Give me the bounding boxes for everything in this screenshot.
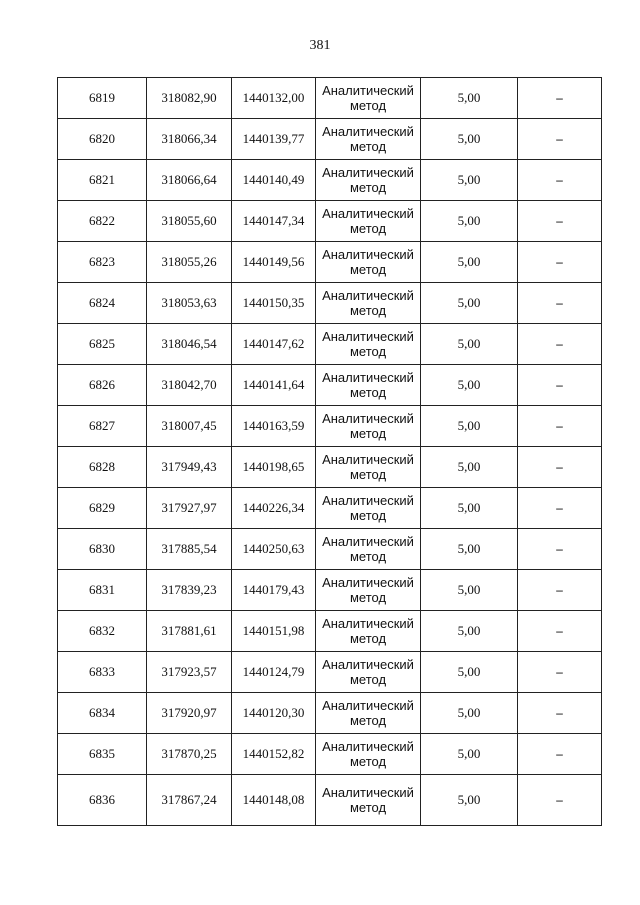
table-row (58, 570, 602, 611)
method-cell (316, 406, 421, 447)
method-text: Аналитический (322, 534, 414, 549)
method-text: метод (349, 221, 387, 236)
accuracy-cell: 5,00 (421, 734, 518, 775)
method-text: метод (349, 426, 387, 441)
note-cell: – (518, 652, 602, 693)
note-cell: – (518, 734, 602, 775)
x-coordinate-cell: 318046,54 (147, 324, 232, 365)
method-cell (316, 201, 421, 242)
note-cell: – (518, 611, 602, 652)
point-number-cell: 6827 (58, 406, 147, 447)
x-coordinate-cell: 318066,64 (147, 160, 232, 201)
table-row (58, 406, 602, 447)
x-coordinate-cell: 318066,34 (147, 119, 232, 160)
method-text: метод (349, 180, 387, 195)
note-cell: – (518, 693, 602, 734)
method-text: Аналитический (322, 698, 414, 713)
point-number-cell: 6831 (58, 570, 147, 611)
table-row (58, 652, 602, 693)
accuracy-cell: 5,00 (421, 693, 518, 734)
x-coordinate-cell: 318055,26 (147, 242, 232, 283)
method-text: метод (349, 303, 387, 318)
note-cell: – (518, 406, 602, 447)
method-cell (316, 242, 421, 283)
accuracy-cell: 5,00 (421, 488, 518, 529)
method-text: метод (349, 549, 387, 564)
method-text: Аналитический (322, 616, 414, 631)
table-row (58, 324, 602, 365)
method-cell (316, 119, 421, 160)
table-row (58, 365, 602, 406)
coordinates-table (57, 77, 602, 826)
accuracy-cell: 5,00 (421, 78, 518, 119)
y-coordinate-cell: 1440226,34 (232, 488, 316, 529)
x-coordinate-cell: 317927,97 (147, 488, 232, 529)
method-text: Аналитический (322, 288, 414, 303)
point-number-cell: 6830 (58, 529, 147, 570)
point-number-cell: 6825 (58, 324, 147, 365)
table-row (58, 693, 602, 734)
accuracy-cell: 5,00 (421, 242, 518, 283)
y-coordinate-cell: 1440147,62 (232, 324, 316, 365)
method-text: метод (349, 754, 387, 769)
method-text: Аналитический (322, 657, 414, 672)
x-coordinate-cell: 317885,54 (147, 529, 232, 570)
table-row (58, 201, 602, 242)
table-row (58, 447, 602, 488)
note-cell: – (518, 324, 602, 365)
method-text: метод (349, 631, 387, 646)
point-number-cell: 6834 (58, 693, 147, 734)
method-text: метод (349, 590, 387, 605)
method-text: Аналитический (322, 370, 414, 385)
method-text: метод (349, 672, 387, 687)
method-text: метод (349, 467, 387, 482)
note-cell: – (518, 119, 602, 160)
point-number-cell: 6824 (58, 283, 147, 324)
method-cell (316, 365, 421, 406)
method-cell (316, 283, 421, 324)
note-cell: – (518, 447, 602, 488)
note-cell: – (518, 570, 602, 611)
x-coordinate-cell: 318055,60 (147, 201, 232, 242)
x-coordinate-cell: 317920,97 (147, 693, 232, 734)
coordinates-table-body (58, 78, 602, 826)
y-coordinate-cell: 1440124,79 (232, 652, 316, 693)
method-text: Аналитический (322, 206, 414, 221)
y-coordinate-cell: 1440163,59 (232, 406, 316, 447)
y-coordinate-cell: 1440148,08 (232, 775, 316, 826)
method-cell (316, 488, 421, 529)
accuracy-cell: 5,00 (421, 775, 518, 826)
accuracy-cell: 5,00 (421, 570, 518, 611)
x-coordinate-cell: 318007,45 (147, 406, 232, 447)
note-cell: – (518, 775, 602, 826)
note-cell: – (518, 283, 602, 324)
method-text: метод (349, 385, 387, 400)
method-text: метод (349, 344, 387, 359)
method-text: метод (349, 508, 387, 523)
method-cell (316, 447, 421, 488)
x-coordinate-cell: 317923,57 (147, 652, 232, 693)
accuracy-cell: 5,00 (421, 611, 518, 652)
method-text: метод (349, 98, 387, 113)
accuracy-cell: 5,00 (421, 160, 518, 201)
method-cell (316, 78, 421, 119)
method-text: Аналитический (322, 739, 414, 754)
method-cell (316, 324, 421, 365)
method-cell (316, 611, 421, 652)
point-number-cell: 6833 (58, 652, 147, 693)
accuracy-cell: 5,00 (421, 201, 518, 242)
table-row (58, 611, 602, 652)
y-coordinate-cell: 1440149,56 (232, 242, 316, 283)
method-text: метод (349, 262, 387, 277)
method-text: Аналитический (322, 785, 414, 800)
x-coordinate-cell: 317870,25 (147, 734, 232, 775)
x-coordinate-cell: 318082,90 (147, 78, 232, 119)
y-coordinate-cell: 1440198,65 (232, 447, 316, 488)
y-coordinate-cell: 1440140,49 (232, 160, 316, 201)
accuracy-cell: 5,00 (421, 406, 518, 447)
x-coordinate-cell: 317867,24 (147, 775, 232, 826)
y-coordinate-cell: 1440151,98 (232, 611, 316, 652)
method-text: Аналитический (322, 493, 414, 508)
table-row (58, 242, 602, 283)
method-text: Аналитический (322, 575, 414, 590)
point-number-cell: 6832 (58, 611, 147, 652)
y-coordinate-cell: 1440150,35 (232, 283, 316, 324)
point-number-cell: 6820 (58, 119, 147, 160)
note-cell: – (518, 78, 602, 119)
y-coordinate-cell: 1440250,63 (232, 529, 316, 570)
method-text: Аналитический (322, 247, 414, 262)
method-cell (316, 775, 421, 826)
method-cell (316, 652, 421, 693)
accuracy-cell: 5,00 (421, 529, 518, 570)
table-row (58, 283, 602, 324)
method-text: Аналитический (322, 411, 414, 426)
table-row (58, 488, 602, 529)
method-text: метод (349, 800, 387, 815)
table-row (58, 529, 602, 570)
y-coordinate-cell: 1440179,43 (232, 570, 316, 611)
method-cell (316, 734, 421, 775)
y-coordinate-cell: 1440139,77 (232, 119, 316, 160)
accuracy-cell: 5,00 (421, 652, 518, 693)
table-row (58, 160, 602, 201)
method-text: Аналитический (322, 452, 414, 467)
point-number-cell: 6823 (58, 242, 147, 283)
point-number-cell: 6822 (58, 201, 147, 242)
note-cell: – (518, 242, 602, 283)
method-text: Аналитический (322, 165, 414, 180)
x-coordinate-cell: 318053,63 (147, 283, 232, 324)
x-coordinate-cell: 317839,23 (147, 570, 232, 611)
x-coordinate-cell: 317881,61 (147, 611, 232, 652)
point-number-cell: 6826 (58, 365, 147, 406)
accuracy-cell: 5,00 (421, 447, 518, 488)
method-cell (316, 160, 421, 201)
note-cell: – (518, 160, 602, 201)
y-coordinate-cell: 1440152,82 (232, 734, 316, 775)
method-cell (316, 693, 421, 734)
page-number: 381 (309, 38, 331, 53)
table-row (58, 734, 602, 775)
note-cell: – (518, 365, 602, 406)
accuracy-cell: 5,00 (421, 324, 518, 365)
point-number-cell: 6835 (58, 734, 147, 775)
note-cell: – (518, 201, 602, 242)
y-coordinate-cell: 1440132,00 (232, 78, 316, 119)
table-row (58, 78, 602, 119)
accuracy-cell: 5,00 (421, 119, 518, 160)
y-coordinate-cell: 1440120,30 (232, 693, 316, 734)
note-cell: – (518, 488, 602, 529)
point-number-cell: 6819 (58, 78, 147, 119)
method-cell (316, 529, 421, 570)
point-number-cell: 6829 (58, 488, 147, 529)
note-cell: – (518, 529, 602, 570)
point-number-cell: 6821 (58, 160, 147, 201)
table-row (58, 119, 602, 160)
accuracy-cell: 5,00 (421, 283, 518, 324)
x-coordinate-cell: 318042,70 (147, 365, 232, 406)
method-text: Аналитический (322, 329, 414, 344)
table-row (58, 775, 602, 826)
accuracy-cell: 5,00 (421, 365, 518, 406)
x-coordinate-cell: 317949,43 (147, 447, 232, 488)
y-coordinate-cell: 1440147,34 (232, 201, 316, 242)
method-text: Аналитический (322, 124, 414, 139)
point-number-cell: 6828 (58, 447, 147, 488)
method-text: метод (349, 139, 387, 154)
method-cell (316, 570, 421, 611)
method-text: метод (349, 713, 387, 728)
y-coordinate-cell: 1440141,64 (232, 365, 316, 406)
method-text: Аналитический (322, 83, 414, 98)
point-number-cell: 6836 (58, 775, 147, 826)
